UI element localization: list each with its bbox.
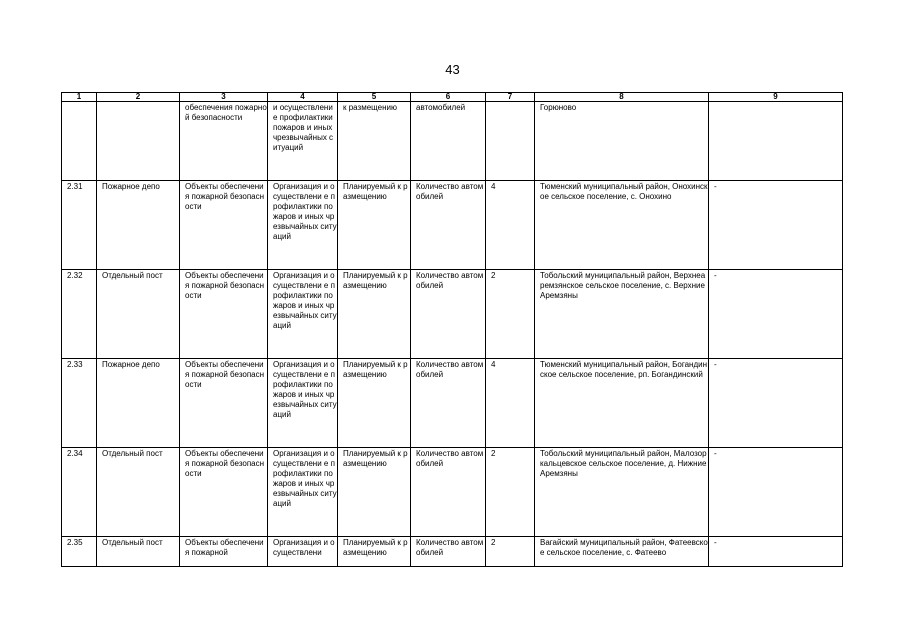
cell-status: Планируемый к размещению	[338, 448, 411, 537]
cell-object-type: Объекты обеспечения пожарной безопасности	[180, 359, 268, 448]
cell-zone	[709, 102, 843, 181]
cell-value: 4	[486, 359, 535, 448]
header-cell: 3	[180, 93, 268, 102]
cell-location: Тюменский муниципальный район, Онохинское сельское поселение, с. Онохино	[535, 181, 709, 270]
cell-characteristic: Количество автомобилей	[411, 359, 486, 448]
cell-purpose: Организация и осуществлени е профилактики пожаров и иных чрезвычайных ситуаций	[268, 359, 338, 448]
cell-number: 2.32	[62, 270, 97, 359]
cell-number: 2.33	[62, 359, 97, 448]
cell-zone: -	[709, 181, 843, 270]
table-row	[62, 537, 843, 567]
cell-characteristic: автомобилей	[411, 102, 486, 181]
table-header-row	[62, 93, 843, 102]
cell-number: 2.35	[62, 537, 97, 567]
cell-purpose: Организация и осуществлени	[268, 537, 338, 567]
cell-zone: -	[709, 270, 843, 359]
cell-status: Планируемый к размещению	[338, 537, 411, 567]
cell-characteristic: Количество автомобилей	[411, 270, 486, 359]
cell-purpose: и осуществлени е профилактики пожаров и иных чрезвычайных ситуаций	[268, 102, 338, 181]
cell-purpose: Организация и осуществлени е профилактики пожаров и иных чрезвычайных ситуаций	[268, 448, 338, 537]
cell-value: 2	[486, 270, 535, 359]
header-cell: 9	[709, 93, 843, 102]
register-table	[61, 92, 843, 567]
cell-purpose: Организация и осуществлени е профилактики пожаров и иных чрезвычайных ситуаций	[268, 270, 338, 359]
cell-object-type: обеспечения пожарной безопасности	[180, 102, 268, 181]
table-row	[62, 102, 843, 181]
cell-zone: -	[709, 537, 843, 567]
header-cell: 1	[62, 93, 97, 102]
cell-zone: -	[709, 448, 843, 537]
cell-location: Тюменский муниципальный район, Богандинское сельское поселение, рп. Богандинский	[535, 359, 709, 448]
header-cell: 7	[486, 93, 535, 102]
cell-name	[97, 102, 180, 181]
table-row	[62, 448, 843, 537]
cell-object-type: Объекты обеспечения пожарной	[180, 537, 268, 567]
header-cell: 8	[535, 93, 709, 102]
cell-name: Отдельный пост	[97, 448, 180, 537]
cell-number: 2.31	[62, 181, 97, 270]
cell-name: Отдельный пост	[97, 270, 180, 359]
cell-location: Тобольский муниципальный район, Верхнеаремзянское сельское поселение, с. Верхние Аремзяны	[535, 270, 709, 359]
cell-name: Пожарное депо	[97, 181, 180, 270]
header-cell: 2	[97, 93, 180, 102]
cell-zone: -	[709, 359, 843, 448]
cell-name: Отдельный пост	[97, 537, 180, 567]
cell-location: Тобольский муниципальный район, Малозоркальцевское сельское поселение, д. Нижние Аремзяны	[535, 448, 709, 537]
cell-value	[486, 102, 535, 181]
cell-name: Пожарное депо	[97, 359, 180, 448]
cell-value: 2	[486, 448, 535, 537]
cell-location: Вагайский муниципальный район, Фатеевское сельское поселение, с. Фатеево	[535, 537, 709, 567]
cell-object-type: Объекты обеспечения пожарной безопасности	[180, 448, 268, 537]
table-row	[62, 359, 843, 448]
cell-characteristic: Количество автомобилей	[411, 537, 486, 567]
cell-object-type: Объекты обеспечения пожарной безопасности	[180, 270, 268, 359]
cell-value: 2	[486, 537, 535, 567]
cell-characteristic: Количество автомобилей	[411, 448, 486, 537]
cell-object-type: Объекты обеспечения пожарной безопасности	[180, 181, 268, 270]
header-cell: 5	[338, 93, 411, 102]
page-number: 43	[445, 62, 460, 77]
cell-number	[62, 102, 97, 181]
cell-value: 4	[486, 181, 535, 270]
cell-characteristic: Количество автомобилей	[411, 181, 486, 270]
table-row	[62, 270, 843, 359]
table-row	[62, 181, 843, 270]
cell-purpose: Организация и осуществлени е профилактики пожаров и иных чрезвычайных ситуаций	[268, 181, 338, 270]
cell-status: Планируемый к размещению	[338, 359, 411, 448]
header-cell: 6	[411, 93, 486, 102]
cell-status: Планируемый к размещению	[338, 181, 411, 270]
cell-location: Горюново	[535, 102, 709, 181]
header-cell: 4	[268, 93, 338, 102]
cell-status: Планируемый к размещению	[338, 270, 411, 359]
cell-number: 2.34	[62, 448, 97, 537]
cell-status: к размещению	[338, 102, 411, 181]
